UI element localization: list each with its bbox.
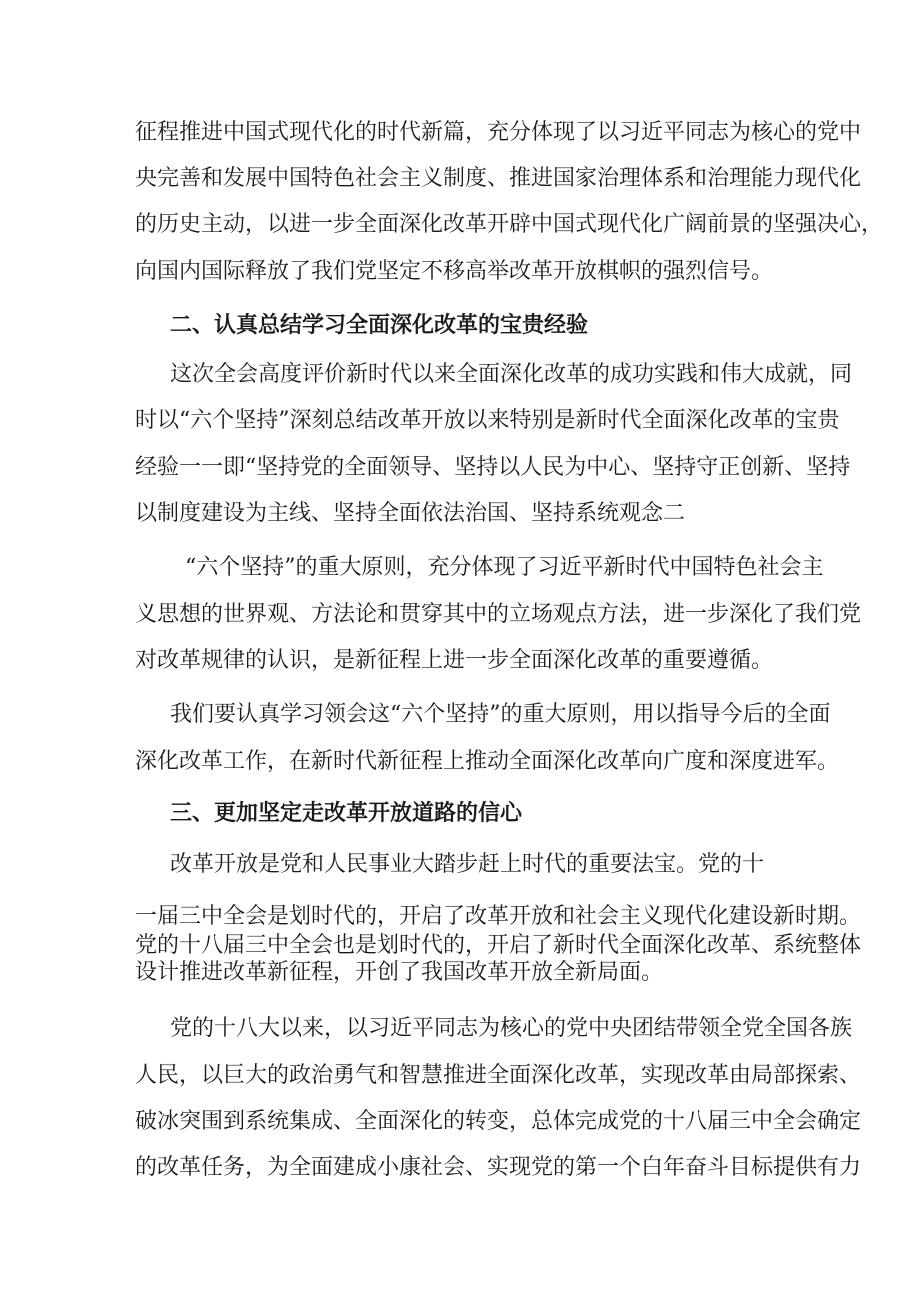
paragraph-line: 设计推进改革新征程，开创了我国改革开放全新局面。 (135, 960, 664, 985)
paragraph-line: 向国内国际释放了我们党坚定不移高举改革开放棋帜的强烈信号。 (135, 259, 774, 284)
paragraph-line: 以制度建设为主线、坚持全面依法治国、坚持系统观念二 (135, 501, 686, 526)
paragraph-line: 党的十八大以来，以习近平同志为核心的党中央团结带领全党全国各族 (170, 1016, 853, 1041)
paragraph-line: “六个坚持”的重大原则，充分体现了习近平新时代中国特色社会主 (185, 555, 824, 580)
paragraph-line: 义思想的世界观、方法论和贯穿其中的立场观点方法，进一步深化了我们党 (135, 602, 862, 627)
paragraph-line: 人民，以巨大的政治勇气和智慧推进全面深化改革，实现改革由局部探索、 (135, 1063, 862, 1088)
paragraph-line: 经验一一即“坚持党的全面领导、坚持以人民为中心、坚持守正创新、坚持 (135, 455, 851, 480)
section-heading: 二、认真总结学习全面深化改革的宝贵经验 (170, 313, 589, 338)
paragraph-line: 深化改革工作，在新时代新征程上推动全面深化改革向广度和深度进军。 (135, 749, 840, 774)
paragraph-line: 对改革规律的认识，是新征程上进一步全面深化改革的重要遵循。 (135, 648, 774, 673)
paragraph-line: 改革开放是党和人民事业大踏步赶上时代的重要法宝。党的十 (170, 852, 765, 877)
paragraph-line: 时以“六个坚持”深刻总结改革开放以来特别是新时代全面深化改革的宝贵 (135, 408, 840, 433)
paragraph-line: 党的十八届三中全会也是划时代的，开启了新时代全面深化改革、系统整体 (135, 933, 862, 958)
paragraph-line: 的改革任务，为全面建成小康社会、实现党的第一个白年奋斗目标提供有力 (135, 1155, 862, 1180)
paragraph-line: 这次全会高度评价新时代以来全面深化改革的成功实践和伟大成就，同 (170, 362, 853, 387)
paragraph-line: 征程推进中国式现代化的时代新篇，充分体现了以习近平同志为核心的党中 (135, 120, 862, 145)
paragraph-line: 的历史主动，以进一步全面深化改革开辟中国式现代化广阔前景的坚强决心， (135, 212, 884, 237)
paragraph-line: 一届三中全会是划时代的，开启了改革开放和社会主义现代化建设新时期。 (135, 904, 862, 929)
paragraph-line: 我们要认真学习领会这“六个坚持”的重大原则，用以指导今后的全面 (170, 702, 831, 727)
section-heading: 三、更加坚定走改革开放道路的信心 (170, 801, 523, 826)
paragraph-line: 破冰突围到系统集成、全面深化的转变，总体完成党的十八届三中全会确定 (135, 1109, 862, 1134)
paragraph-line: 央完善和发展中国特色社会主义制度、推进国家治理体系和治理能力现代化 (135, 166, 862, 191)
